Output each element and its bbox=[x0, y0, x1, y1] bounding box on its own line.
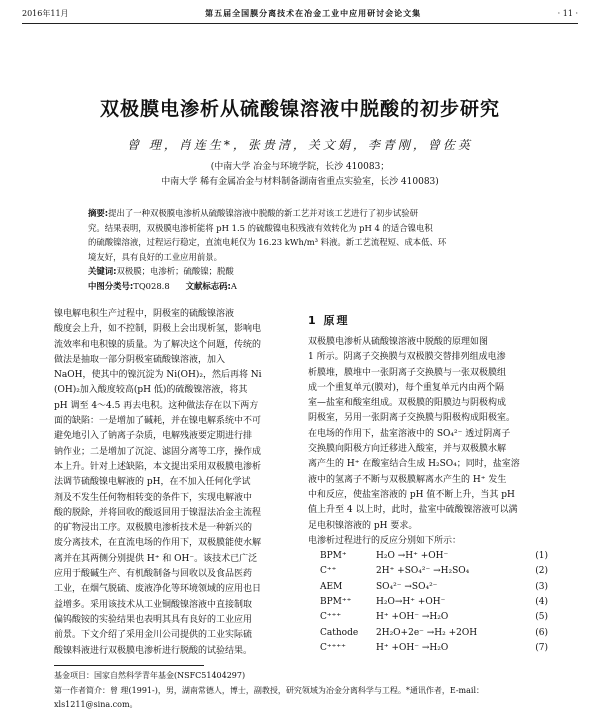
body-text-line: 面的缺陷：一是增加了碱耗，并在镍电解系统中不可 bbox=[54, 416, 262, 427]
equation-number: (5) bbox=[535, 612, 548, 623]
equation-label: AEM bbox=[320, 581, 343, 592]
body-text-line: 镍电解电积生产过程中，阴极室的硫酸镍溶液 bbox=[54, 309, 235, 319]
body-text-line: 益增多。采用该技术从工业铜酸镍溶液中直接制取 bbox=[54, 599, 253, 610]
equation-expression: SO₄²⁻ →SO₄²⁻ bbox=[376, 581, 438, 592]
body-text-line: 法调节硫酸镍电解液的 pH，在不加入任何化学试 bbox=[54, 477, 251, 488]
affiliation-1: (中南大学 冶金与环境学院，长沙 410083； bbox=[210, 162, 390, 172]
footnote-funding: 基金项目：国家自然科学青年基金(NSFC51404297) bbox=[54, 671, 246, 680]
body-text-line: 电渗析过程进行的反应分别如下所示： bbox=[308, 535, 462, 546]
body-text-line: 离并在其两侧分别提供 H⁺ 和 OH⁻。该技术已广泛 bbox=[54, 553, 258, 564]
body-text-line: 1 所示。阴离子交换膜与双极膜交替排列组成电渗 bbox=[308, 352, 506, 363]
authors: 曾 理，肖连生*，张贵清，关文娟，李青刚，曾佐英 bbox=[127, 138, 473, 152]
abstract-line: 究。结果表明，双极膜电渗析能将 pH 1.5 的硫酸镍电积残液有效转化为 pH 4 的适合镍电积 bbox=[88, 222, 433, 233]
body-text-line: 剂及不发生任何物相转变的条件下，实现电解液中 bbox=[54, 492, 253, 503]
body-text-line: 酸度会上升，如不控制，阴极上会出现析氢，影响电 bbox=[54, 324, 262, 335]
abstract-line: 的硫酸镍溶液，过程运行稳定，直流电耗仅为 16.23 kWh/m³ 料液。新工艺流程短、成本低、环 bbox=[88, 237, 447, 248]
section-heading-principle: 1 原理 bbox=[308, 314, 350, 327]
body-text-line: 流效率和电积镍的质量。为了解决这个问题，传统的 bbox=[54, 339, 262, 350]
principle-column bbox=[308, 335, 548, 549]
body-text-line: 应用于酸碱生产、有机酸制备与回收以及食品医药 bbox=[54, 569, 253, 580]
equation-label: C⁺⁺ bbox=[320, 566, 337, 577]
equation-number: (3) bbox=[535, 581, 548, 592]
body-text-line: 析膜堆，膜堆中一张阴离子交换膜与一张双极膜组 bbox=[308, 367, 507, 378]
equation-row bbox=[320, 582, 548, 597]
header-date: 2016年11月 bbox=[22, 8, 69, 18]
body-text-line: 成一个重复单元(膜对)，每个重复单元内由两个隔 bbox=[308, 382, 505, 393]
equation-expression: H⁺ +OH⁻ →H₂O bbox=[376, 612, 449, 623]
equation-row bbox=[320, 597, 548, 612]
doc-code: A bbox=[230, 280, 237, 291]
body-text-line: pH 调至 4～4.5 再去电积。这种做法存在以下两方 bbox=[54, 400, 259, 411]
equation-expression: 2H₂O+2e⁻ →H₂ +2OH bbox=[376, 627, 478, 638]
body-text-line: 室—盐室和酸室组成。双极膜的阳膜边与阴极构成 bbox=[308, 398, 507, 409]
body-text-line: 足电积镍溶液的 pH 要求。 bbox=[308, 520, 418, 531]
equation-row bbox=[320, 628, 548, 643]
paper-title: 双极膜电渗析从硫酸镍溶液中脱酸的初步研究 bbox=[99, 98, 500, 120]
intro-column bbox=[54, 307, 298, 659]
abstract bbox=[88, 206, 514, 294]
body-text-line: 中和反应，使盐室溶液的 pH 值不断上升，当其 pH bbox=[308, 489, 515, 500]
equation-row bbox=[320, 643, 548, 658]
body-text-line: 做法是抽取一部分阴极室硫酸镍溶液，加入 bbox=[54, 354, 226, 365]
equation-number: (2) bbox=[535, 566, 548, 577]
equation-number: (1) bbox=[535, 551, 548, 561]
footnote-divider bbox=[54, 665, 204, 666]
body-text-line: 工业，在烟气脱硫、废液净化等环境领域的应用也日 bbox=[54, 584, 262, 595]
footnote-author: 第一作者简介：曾 理(1991-)，男，湖南常德人，博士，副教授，研究领域为冶金分离科学与工程。*通讯作者，E-mail： bbox=[54, 686, 485, 695]
body-text-line: 交换膜向阳极方向迁移进入酸室，并与双极膜水解 bbox=[308, 444, 507, 455]
body-text-line: 避免地引入了钠离子杂质，电解残液要定期进行排 bbox=[54, 431, 253, 442]
doc-code-label: 文献标志码: bbox=[185, 280, 231, 291]
clc-code: TQ028.8 bbox=[133, 280, 170, 291]
body-text-line: 双极膜电渗析从硫酸镍溶液中脱酸的原理如图 bbox=[308, 337, 489, 347]
equation-row bbox=[320, 566, 548, 581]
header-proceedings: 第五届全国膜分离技术在冶金工业中应用研讨会论文集 bbox=[205, 7, 422, 18]
body-text-line: 酸镍料液进行双极膜电渗析进行脱酸的试验结果。 bbox=[54, 645, 253, 656]
body-text-line: 酸的脱除，并将回收的酸返回用于镍湿法冶金主流程 bbox=[54, 507, 262, 518]
clc-label: 中图分类号: bbox=[88, 280, 134, 291]
body-text-line: NaOH，使其中的镍沉淀为 Ni(OH)₂，然后再将 Ni bbox=[54, 370, 262, 381]
equation-label: Cathode bbox=[320, 627, 359, 638]
body-text-line: 阴极室，另用一张阴离子交换膜与阳极构成阳极室。 bbox=[308, 413, 516, 424]
equation-number: (4) bbox=[535, 596, 548, 607]
body-text-line: 前景。下文介绍了采用金川公司提供的工业实际硫 bbox=[54, 630, 253, 641]
body-text-line: 偏钨酸铵的实验结果也表明其具有良好的工业应用 bbox=[54, 614, 253, 625]
abstract-label: 摘要: bbox=[88, 208, 109, 218]
body-text-line: 值上升至 4 以上时，此时，盐室中硫酸镍溶液可以满 bbox=[308, 505, 518, 516]
body-text-line: 本上升。针对上述缺陷，本文提出采用双极膜电渗析 bbox=[54, 461, 262, 472]
equation-row bbox=[320, 551, 548, 566]
equation-expression: 2H⁺ +SO₄²⁻ →H₂SO₄ bbox=[376, 566, 470, 577]
keywords-line bbox=[88, 264, 514, 279]
equation-row bbox=[320, 612, 548, 627]
equation-label: BPM⁺⁺ bbox=[320, 596, 352, 607]
equation-expression: H₂O →H⁺ +OH⁻ bbox=[376, 551, 449, 561]
body-text-line: 液中的氢离子不断与双极膜解离水产生的 H⁺ 发生 bbox=[308, 474, 507, 485]
equation-label: BPM⁺ bbox=[320, 551, 347, 561]
header-page-number: · 11 · bbox=[557, 8, 578, 18]
equation-expression: H⁺ +OH⁻ →H₂O bbox=[376, 642, 449, 653]
body-text-line: 的矿物浸出工序。双极膜电渗析技术是一种新兴的 bbox=[54, 523, 253, 534]
body-text-line: (OH)₂加入酸度较高(pH 低)的硫酸镍溶液，将其 bbox=[54, 385, 248, 396]
classification-line bbox=[88, 279, 514, 294]
affiliation-2: 中南大学 稀有金属冶金与材料制备湖南省重点实验室，长沙 410083) bbox=[161, 177, 439, 187]
body-text-line: 钠作业；二是增加了沉淀、滤固分离等工序，操作成 bbox=[54, 446, 262, 457]
body-text-line: 废分离技术，在直流电场的作用下，双极膜能使水解 bbox=[54, 538, 262, 549]
keywords-label: 关键词: bbox=[88, 266, 117, 277]
equation-number: (7) bbox=[535, 642, 548, 653]
keywords: 双极膜；电渗析；硫酸镍；脱酸 bbox=[116, 266, 234, 277]
equation-label: C⁺⁺⁺ bbox=[320, 612, 342, 623]
footnote-email: xls1211@sina.com。 bbox=[54, 700, 138, 709]
body-text-line: 离产生的 H⁺ 在酸室结合生成 H₂SO₄；同时，盐室溶 bbox=[308, 459, 520, 470]
abstract-line: 摘要:提出了一种双极膜电渗析从硫酸镍溶液中脱酸的新工艺并对该工艺进行了初步试验研 bbox=[88, 208, 418, 218]
equation-expression: H₂O→H⁺ +OH⁻ bbox=[376, 596, 446, 607]
body-text-line: 在电场的作用下，盐室溶液中的 SO₄²⁻ 透过阴离子 bbox=[308, 428, 511, 439]
abstract-line: 境友好，具有良好的工业应用前景。 bbox=[88, 251, 222, 262]
equation-number: (6) bbox=[535, 627, 548, 638]
running-header bbox=[22, 6, 578, 24]
equation-label: C⁺⁺⁺⁺ bbox=[320, 642, 346, 653]
